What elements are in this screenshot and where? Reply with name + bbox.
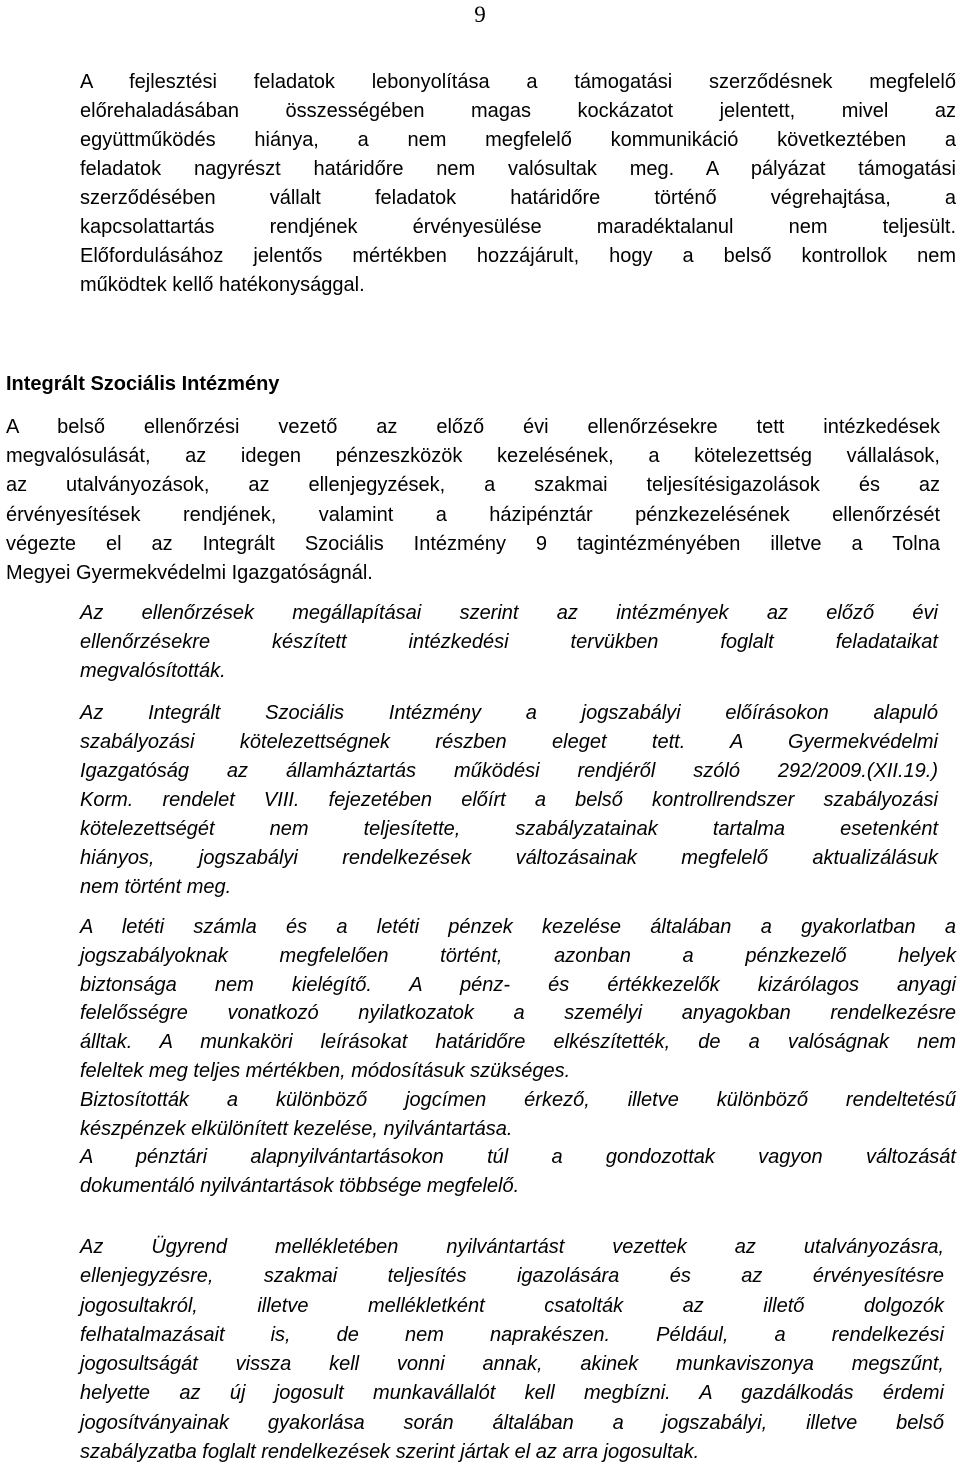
authorization-paragraph bbox=[80, 1233, 944, 1467]
text-line: jogosultságát vissza kell vonni annak, akinek munkaviszonya megszűnt, bbox=[80, 1353, 944, 1376]
text-line: felelősségre vonatkozó nyilatkozatok a személyi anyagokban rendelkezésre bbox=[80, 1002, 956, 1025]
text-line: Igazgatóság az államháztartás működési rendjéről szóló 292/2009.(XII.19.) bbox=[80, 760, 938, 782]
text-line: jogosultakról, illetve mellékletként csatolták az illető dolgozók bbox=[80, 1294, 944, 1317]
text-line: felhatalmazásait is, de nem naprakészen. Például, a rendelkezési bbox=[80, 1323, 944, 1346]
text-line: helyette az új jogosult munkavállalót kell megbízni. A gazdálkodás érdemi bbox=[80, 1382, 944, 1405]
regulation-paragraph bbox=[80, 699, 938, 902]
text-line: kapcsolattartás rendjének érvényesülése maradéktalanul nem teljesült. bbox=[80, 216, 956, 238]
text-line: nem történt meg. bbox=[80, 876, 232, 898]
text-line: együttműködés hiánya, a nem megfelelő kommunikáció következtében a bbox=[80, 129, 956, 151]
text-line: álltak. A munkaköri leírásokat határidőre elkészítették, de a valóságnak nem bbox=[80, 1031, 956, 1054]
text-line: Az ellenőrzések megállapításai szerint az intézmények az előző évi bbox=[80, 602, 938, 624]
text-line: feladatok nagyrészt határidőre nem valósultak meg. A pályázat támogatási bbox=[80, 158, 956, 180]
text-line: megvalósították. bbox=[80, 660, 226, 683]
page-number: 9 bbox=[474, 2, 486, 27]
text-line: készpénzek elkülönített kezelése, nyilvántartása. bbox=[80, 1117, 513, 1140]
text-line: megvalósulását, az idegen pénzeszközök kezelésének, a kötelezettség vállalások, bbox=[6, 445, 940, 468]
text-line: A belső ellenőrzési vezető az előző évi ellenőrzésekre tett intézkedések bbox=[6, 416, 940, 438]
text-line: ellenőrzésekre készített intézkedési tervükben foglalt feladataikat bbox=[80, 631, 938, 654]
text-line: Megyei Gyermekvédelmi Igazgatóságnál. bbox=[6, 562, 373, 585]
text-line: A fejlesztési feladatok lebonyolítása a támogatási szerződésnek megfelelő bbox=[80, 71, 956, 93]
text-line: biztonsága nem kielégítő. A pénz- és értékkezelők kizárólagos anyagi bbox=[80, 973, 956, 996]
text-line: hiányos, jogszabályi rendelkezések változásainak megfelelő aktualizálásuk bbox=[80, 847, 938, 869]
findings-paragraph bbox=[80, 599, 938, 687]
text-line: dokumentáló nyilvántartások többsége megfelelő. bbox=[80, 1175, 520, 1198]
text-line: végezte el az Integrált Szociális Intézmény 9 tagintézményében illetve a Tolna bbox=[6, 532, 940, 555]
text-line: jogosítványainak gyakorlása során általában a jogszabályi, illetve belső bbox=[80, 1411, 944, 1434]
section-body-paragraph bbox=[6, 413, 940, 588]
text-line: előrehaladásában összességében magas kockázatot jelentett, mivel az bbox=[80, 100, 956, 122]
text-line: szabályozási kötelezettségnek részben eleget tett. A Gyermekvédelmi bbox=[80, 731, 938, 753]
text-line: Az Ügyrend mellékletében nyilvántartást vezettek az utalványozásra, bbox=[80, 1236, 944, 1258]
deposit-paragraph bbox=[80, 913, 956, 1201]
text-line: Biztosították a különböző jogcímen érkező, illetve különböző rendeltetésű bbox=[80, 1088, 956, 1111]
section-heading: Integrált Szociális Intézmény bbox=[6, 373, 280, 395]
text-line: szabályzatba foglalt rendelkezések szerint jártak el az arra jogosultak. bbox=[80, 1441, 700, 1464]
text-line: szerződésében vállalt feladatok határidőre történő végrehajtása, a bbox=[80, 187, 956, 209]
text-line: az utalványozások, az ellenjegyzések, a szakmai teljesítésigazolások és az bbox=[6, 474, 940, 497]
text-line: érvényesítések rendjének, valamint a házipénztár pénzkezelésének ellenőrzését bbox=[6, 503, 940, 526]
text-line: jogszabályoknak megfelelően történt, azonban a pénzkezelő helyek bbox=[80, 944, 956, 967]
text-line: Előfordulásához jelentős mértékben hozzájárult, hogy a belső kontrollok nem bbox=[80, 245, 956, 267]
text-line: Az Integrált Szociális Intézmény a jogszabályi előírásokon alapuló bbox=[80, 702, 938, 724]
text-line: Korm. rendelet VIII. fejezetében előírt a belső kontrollrendszer szabályozási bbox=[80, 789, 938, 811]
text-line: kötelezettségét nem teljesítette, szabályzatainak tartalma esetenként bbox=[80, 818, 938, 840]
text-line: A letéti számla és a letéti pénzek kezelése általában a gyakorlatban a bbox=[80, 916, 956, 938]
text-line: feleltek meg teljes mértékben, módosításuk szükséges. bbox=[80, 1059, 571, 1082]
text-line: működtek kellő hatékonysággal. bbox=[80, 274, 365, 296]
text-line: A pénztári alapnyilvántartásokon túl a gondozottak vagyon változását bbox=[80, 1146, 956, 1169]
intro-paragraph bbox=[80, 68, 956, 300]
text-line: ellenjegyzésre, szakmai teljesítés igazolására és az érvényesítésre bbox=[80, 1265, 944, 1288]
